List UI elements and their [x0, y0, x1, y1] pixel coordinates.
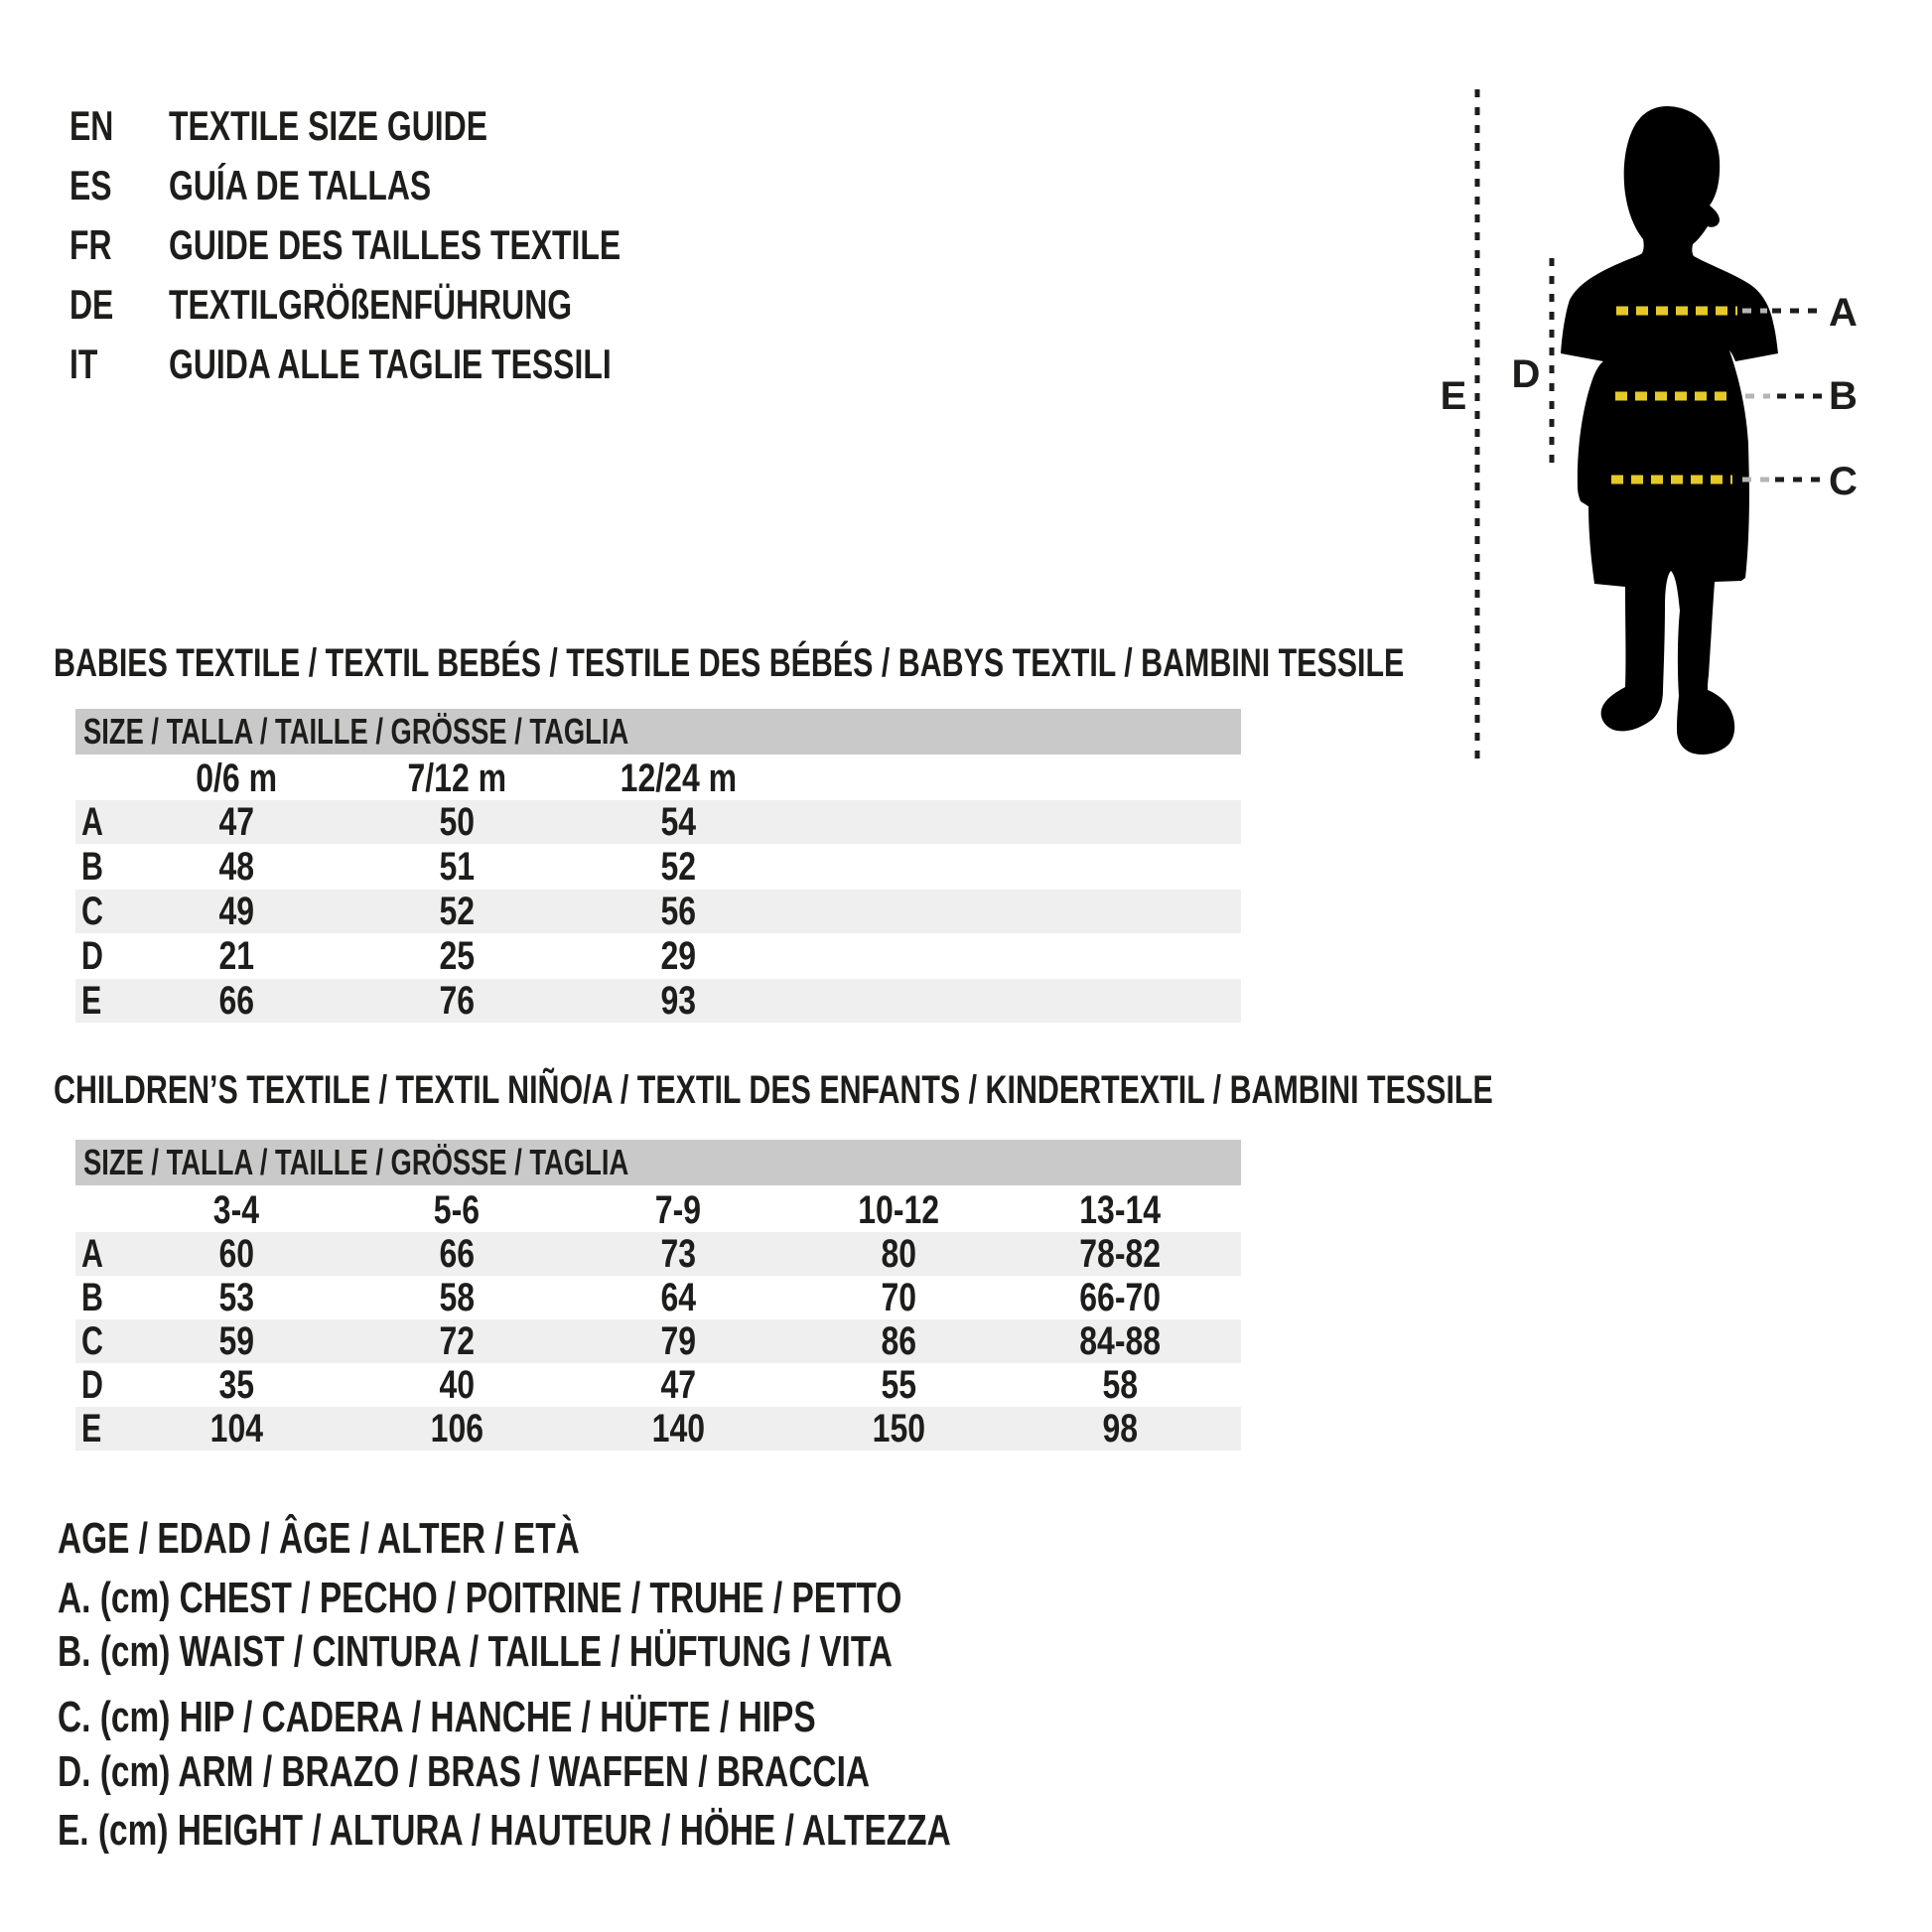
legend-arm: D. (cm) ARM / BRAZO / BRAS / WAFFEN / BRACCIA — [58, 1747, 871, 1796]
cell-value: 140 — [651, 1407, 705, 1450]
children-col-3-4: 3-4 — [212, 1188, 260, 1232]
row-label: D — [81, 1363, 103, 1407]
cell-value: 47 — [218, 800, 254, 844]
babies-size-header-bar: SIZE / TALLA / TAILLE / GRÖSSE / TAGLIA — [75, 709, 1241, 755]
children-size-header-bar: SIZE / TALLA / TAILLE / GRÖSSE / TAGLIA — [75, 1140, 1241, 1185]
language-row-de — [0, 281, 1191, 328]
language-code: ES — [69, 162, 112, 208]
cell-value: 56 — [660, 890, 696, 933]
language-code: DE — [69, 281, 114, 328]
waist-label: B — [1829, 374, 1858, 418]
row-label: E — [81, 979, 102, 1023]
legend-age: AGE / EDAD / ÂGE / ALTER / ETÀ — [58, 1514, 580, 1563]
cell-value: 40 — [439, 1363, 475, 1407]
language-row-es — [0, 162, 1191, 208]
cell-value: 150 — [872, 1407, 925, 1450]
children-section-heading: CHILDREN’S TEXTILE / TEXTIL NIÑO/A / TEXTIL DES ENFANTS / KINDERTEXTIL / BAMBINI TESSILE — [54, 1068, 1493, 1112]
row-label: C — [81, 890, 103, 933]
legend-chest: A. (cm) CHEST / PECHO / POITRINE / TRUHE / PETTO — [58, 1574, 902, 1622]
measurement-figure — [1430, 55, 1932, 779]
cell-value: 66-70 — [1079, 1276, 1161, 1319]
cell-value: 52 — [439, 890, 475, 933]
height-label: E — [1440, 374, 1467, 418]
cell-value: 47 — [660, 1363, 696, 1407]
cell-value: 66 — [439, 1232, 475, 1276]
cell-value: 60 — [218, 1232, 254, 1276]
language-code: EN — [69, 102, 114, 149]
guide-title-de: TEXTILGRÖßENFÜHRUNG — [169, 281, 573, 328]
cell-value: 58 — [439, 1276, 475, 1319]
children-row-a — [75, 1232, 1241, 1276]
cell-value: 58 — [1102, 1363, 1138, 1407]
children-row-d — [75, 1363, 1241, 1407]
babies-col-0-6m: 0/6 m — [196, 757, 277, 800]
babies-row-d — [75, 934, 1241, 978]
guide-title-en: TEXTILE SIZE GUIDE — [169, 102, 488, 149]
language-code: FR — [69, 221, 112, 268]
children-row-c — [75, 1319, 1241, 1363]
children-col-10-12: 10-12 — [858, 1188, 939, 1232]
cell-value: 29 — [660, 934, 696, 978]
row-label: A — [81, 1232, 103, 1276]
cell-value: 55 — [881, 1363, 916, 1407]
cell-value: 79 — [660, 1319, 696, 1363]
cell-value: 51 — [439, 845, 475, 889]
cell-value: 104 — [209, 1407, 263, 1450]
cell-value: 86 — [881, 1319, 916, 1363]
row-label: A — [81, 800, 103, 844]
children-row-b — [75, 1276, 1241, 1319]
language-row-en — [0, 102, 1191, 149]
language-code: IT — [69, 341, 98, 387]
row-label: C — [81, 1319, 103, 1363]
hip-label: C — [1829, 460, 1858, 503]
guide-title-es: GUÍA DE TALLAS — [169, 162, 432, 208]
cell-value: 64 — [660, 1276, 696, 1319]
babies-col-12-24m: 12/24 m — [620, 757, 737, 800]
chest-label: A — [1829, 291, 1858, 335]
babies-row-b — [75, 845, 1241, 889]
cell-value: 21 — [218, 934, 254, 978]
cell-value: 49 — [218, 890, 254, 933]
legend-waist: B. (cm) WAIST / CINTURA / TAILLE / HÜFTUNG / VITA — [58, 1627, 893, 1676]
babies-row-a — [75, 800, 1241, 844]
cell-value: 35 — [218, 1363, 254, 1407]
row-label: E — [81, 1407, 102, 1450]
babies-section-heading: BABIES TEXTILE / TEXTIL BEBÉS / TESTILE DES BÉBÉS / BABYS TEXTIL / BAMBINI TESSILE — [54, 641, 1405, 685]
children-row-e — [75, 1407, 1241, 1450]
child-silhouette-icon — [1561, 106, 1778, 755]
babies-row-c — [75, 890, 1241, 933]
cell-value: 50 — [439, 800, 475, 844]
row-label: D — [81, 934, 103, 978]
cell-value: 93 — [660, 979, 696, 1023]
babies-col-7-12m: 7/12 m — [407, 757, 506, 800]
row-label: B — [81, 1276, 103, 1319]
cell-value: 80 — [881, 1232, 916, 1276]
cell-value: 66 — [218, 979, 254, 1023]
cell-value: 78-82 — [1079, 1232, 1161, 1276]
children-col-13-14: 13-14 — [1079, 1188, 1161, 1232]
cell-value: 59 — [218, 1319, 254, 1363]
babies-row-e — [75, 979, 1241, 1023]
language-row-it — [0, 341, 1191, 387]
babies-column-header-row — [75, 757, 1241, 800]
arm-label: D — [1511, 352, 1541, 396]
cell-value: 98 — [1102, 1407, 1138, 1450]
children-col-7-9: 7-9 — [654, 1188, 702, 1232]
cell-value: 106 — [430, 1407, 483, 1450]
cell-value: 73 — [660, 1232, 696, 1276]
cell-value: 76 — [439, 979, 475, 1023]
cell-value: 70 — [881, 1276, 916, 1319]
cell-value: 53 — [218, 1276, 254, 1319]
cell-value: 52 — [660, 845, 696, 889]
guide-title-it: GUIDA ALLE TAGLIE TESSILI — [169, 341, 612, 387]
guide-title-fr: GUIDE DES TAILLES TEXTILE — [169, 221, 621, 268]
row-label: B — [81, 845, 103, 889]
legend-height: E. (cm) HEIGHT / ALTURA / HAUTEUR / HÖHE / ALTEZZA — [58, 1806, 951, 1855]
cell-value: 25 — [439, 934, 475, 978]
children-column-header-row — [75, 1188, 1241, 1232]
language-row-fr — [0, 221, 1191, 268]
children-col-5-6: 5-6 — [433, 1188, 481, 1232]
cell-value: 54 — [660, 800, 696, 844]
legend-hip: C. (cm) HIP / CADERA / HANCHE / HÜFTE / HIPS — [58, 1693, 816, 1741]
cell-value: 72 — [439, 1319, 475, 1363]
cell-value: 48 — [218, 845, 254, 889]
cell-value: 84-88 — [1079, 1319, 1161, 1363]
